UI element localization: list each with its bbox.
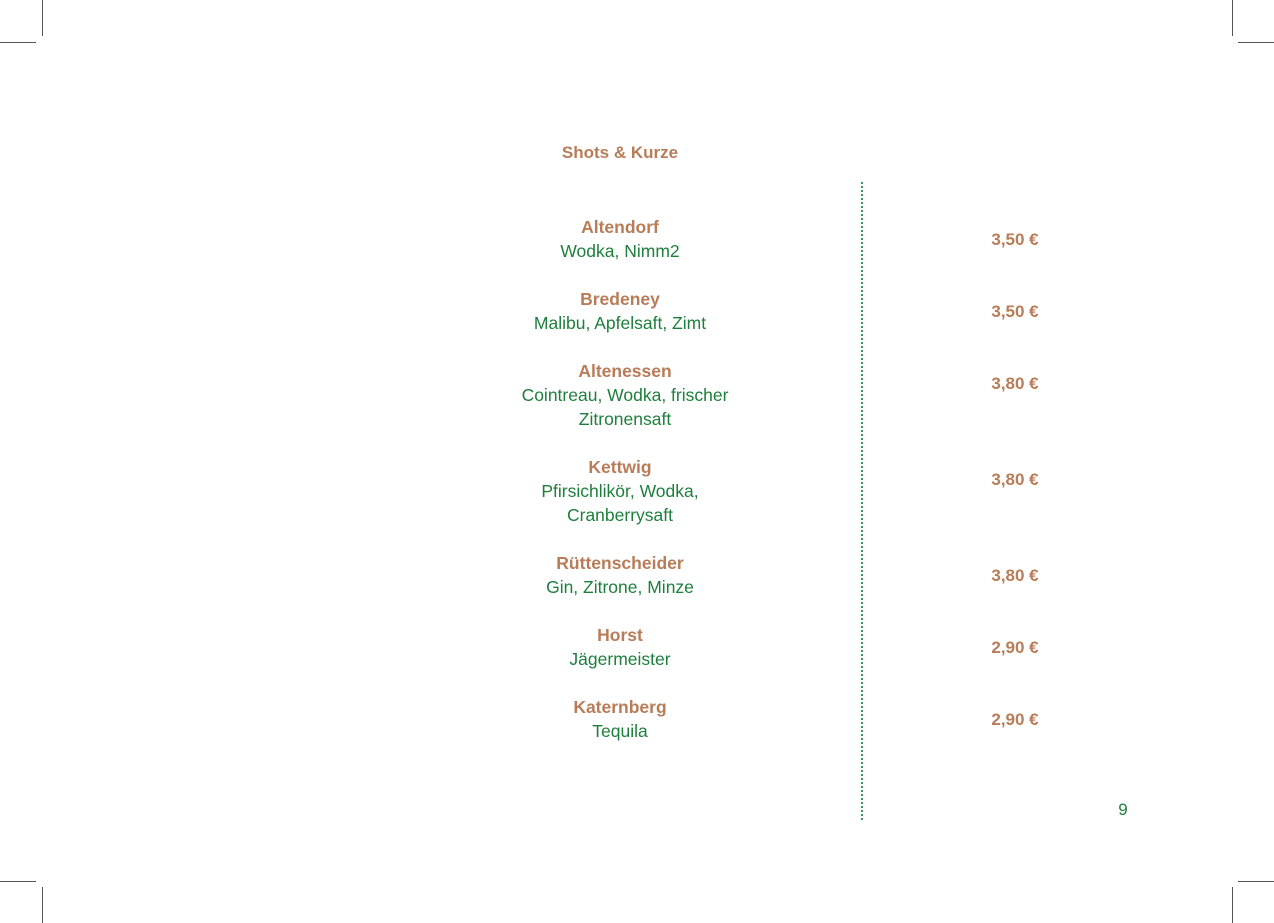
item-description: Malibu, Apfelsaft, Zimt [533,313,707,333]
item-price: 3,50 € [991,302,1039,321]
item-price: 3,80 € [991,470,1039,489]
item-price: 3,80 € [991,566,1039,585]
crop-mark [1232,887,1233,923]
dotted-divider [861,182,863,820]
menu-item [490,455,750,527]
item-name: Kettwig [588,457,652,477]
item-description: Pfirsichlikör, Wodka, Cranberrysaft [541,481,699,525]
item-description: Gin, Zitrone, Minze [546,577,694,597]
item-description: Cointreau, Wodka, frischer Zitronensaft [521,385,729,429]
item-price: 3,50 € [991,230,1039,249]
menu-item [490,623,750,671]
crop-mark [1232,0,1233,36]
menu-item [490,695,750,743]
item-description: Wodka, Nimm2 [560,241,680,261]
crop-mark [1238,42,1274,43]
item-price: 2,90 € [991,638,1039,657]
item-name: Altenessen [578,361,672,381]
item-name: Horst [597,625,643,645]
item-description: Tequila [592,721,648,741]
section-title: Shots & Kurze [561,143,679,162]
crop-mark [0,881,36,882]
item-description: Jägermeister [569,649,671,669]
menu-item [490,287,750,335]
item-name: Altendorf [581,217,659,237]
crop-mark [0,42,36,43]
item-price: 3,80 € [991,374,1039,393]
item-price: 2,90 € [991,710,1039,729]
item-name: Bredeney [580,289,660,309]
menu-item [490,215,750,263]
crop-mark [42,887,43,923]
crop-mark [1238,881,1274,882]
menu-item [490,551,750,599]
item-name: Rüttenscheider [556,553,684,573]
crop-mark [42,0,43,36]
item-name: Katernberg [573,697,667,717]
menu-item [490,359,760,431]
page-number: 9 [1118,800,1128,819]
